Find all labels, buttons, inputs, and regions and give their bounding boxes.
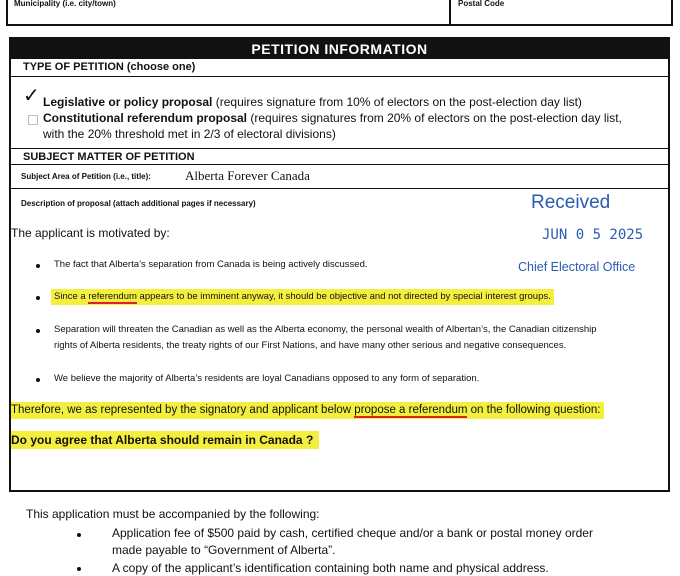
bullet-dot — [77, 567, 81, 571]
option-constitutional[interactable] — [43, 111, 622, 126]
subject-area-label: Subject Area of Petition (i.e., title): — [21, 172, 151, 181]
checkmark-icon: ✓ — [23, 83, 40, 107]
description-label: Description of proposal (attach additional pages if necessary) — [21, 199, 256, 208]
stamp-received: Received — [531, 192, 611, 213]
petition-form — [9, 37, 670, 492]
motivation-item-4: We believe the majority of Alberta’s residents are loyal Canadians opposed to any form of separation. — [54, 373, 480, 384]
motivation-item-2 — [51, 289, 554, 305]
bullet-dot — [36, 296, 40, 300]
option-constitutional-title: Constitutional referendum proposal — [43, 111, 248, 125]
municipality-label: Municipality (i.e. city/town) — [14, 0, 116, 8]
type-of-petition-heading: TYPE OF PETITION (choose one) — [11, 59, 668, 77]
requirement-fee-line2: made payable to “Government of Alberta”. — [112, 543, 336, 557]
requirement-id: A copy of the applicant’s identification containing both name and physical address. — [112, 561, 549, 575]
requirement-fee-line1: Application fee of $500 paid by cash, certified cheque and/or a bank or postal money order — [112, 526, 593, 540]
motivation-item-1: The fact that Alberta’s separation from Canada is being actively discussed. — [54, 259, 368, 270]
option-constitutional-desc-2: with the 20% threshold met in 2/3 of electoral divisions) — [43, 127, 336, 141]
option-legislative-title: Legislative or policy proposal — [43, 95, 213, 109]
therefore-statement — [11, 402, 604, 419]
motivation-item-3-line1: Separation will threaten the Canadian as well as the Alberta economy, the personal wealth of Albertan’s, the Canadian citizenship — [54, 324, 597, 335]
subject-area-value[interactable]: Alberta Forever Canada — [185, 168, 310, 183]
option-constitutional-desc: (requires signatures from 20% of electors on the post-election day list, — [247, 111, 622, 125]
referendum-question: Do you agree that Alberta should remain in Canada ? — [11, 431, 319, 449]
bullet-dot — [36, 378, 40, 382]
stamp-office: Chief Electoral Office — [518, 260, 636, 274]
stamp-date: JUN 0 5 2025 — [542, 227, 644, 243]
constitutional-checkbox[interactable] — [28, 115, 38, 125]
motivation-item-2-a: Since a — [54, 291, 89, 302]
subject-matter-heading: SUBJECT MATTER OF PETITION — [11, 148, 668, 165]
option-legislative[interactable] — [43, 95, 582, 110]
bullet-dot — [36, 329, 40, 333]
address-row — [0, 0, 680, 26]
postal-code-label: Postal Code — [458, 0, 505, 8]
motivation-item-2-b: appears to be imminent anyway, it should be objective and not directed by special interest groups. — [136, 291, 551, 302]
bullet-dot — [77, 533, 81, 537]
motivation-item-3-line2: rights of Alberta residents, the treaty rights of our First Nations, and have many other serious and negative consequences. — [54, 340, 567, 351]
propose-referendum-underline: propose a referendum — [354, 404, 468, 416]
therefore-b: on the following question: — [467, 404, 601, 416]
subject-area-row — [11, 166, 668, 189]
option-legislative-desc: (requires signature from 10% of electors on the post-election day list) — [212, 95, 582, 109]
referendum-underline: referendum — [88, 291, 137, 302]
therefore-a: Therefore, we as represented by the signatory and applicant below — [11, 404, 355, 416]
requirements-intro: This application must be accompanied by the following: — [26, 507, 320, 521]
bullet-dot — [36, 264, 40, 268]
petition-title: PETITION INFORMATION — [11, 39, 668, 59]
motivation-intro: The applicant is motivated by: — [11, 226, 170, 240]
